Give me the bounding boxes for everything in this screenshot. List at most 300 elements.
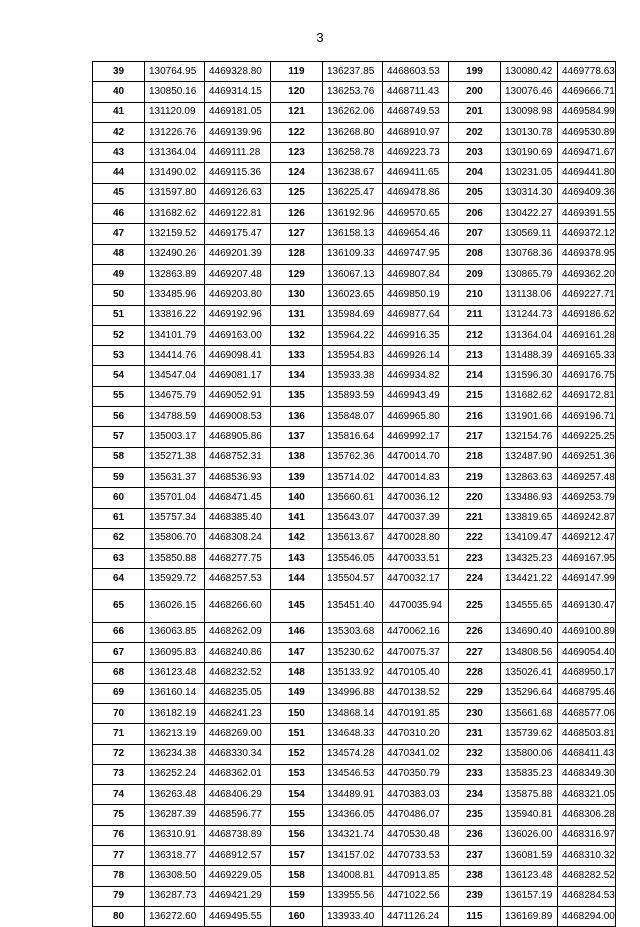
- point-number-cell: 219: [449, 467, 501, 487]
- point-number-cell: 230: [449, 703, 501, 723]
- point-number-cell: 153: [271, 764, 323, 784]
- y-coordinate-cell: 4468910.97: [383, 122, 449, 142]
- x-coordinate-cell: 136023.65: [323, 285, 383, 305]
- table-row: [93, 663, 616, 683]
- point-number-cell: 143: [271, 549, 323, 569]
- point-number-cell: 42: [93, 122, 145, 142]
- y-coordinate-cell: 4469147.99: [558, 569, 616, 589]
- x-coordinate-cell: 135230.62: [323, 643, 383, 663]
- point-number-cell: 144: [271, 569, 323, 589]
- point-number-cell: 156: [271, 825, 323, 845]
- y-coordinate-cell: 4469181.05: [205, 102, 271, 122]
- y-coordinate-cell: 4469100.89: [558, 622, 616, 642]
- y-coordinate-cell: 4470028.80: [383, 528, 449, 548]
- y-coordinate-cell: 4471126.24: [383, 906, 449, 926]
- table-row: [93, 866, 616, 886]
- point-number-cell: 223: [449, 549, 501, 569]
- y-coordinate-cell: 4470486.07: [383, 805, 449, 825]
- y-coordinate-cell: 4469992.17: [383, 427, 449, 447]
- table-row: [93, 163, 616, 183]
- x-coordinate-cell: 130569.11: [501, 224, 558, 244]
- x-coordinate-cell: 131901.66: [501, 407, 558, 427]
- x-coordinate-cell: 136123.48: [501, 866, 558, 886]
- x-coordinate-cell: 132159.52: [145, 224, 205, 244]
- x-coordinate-cell: 135800.06: [501, 744, 558, 764]
- y-coordinate-cell: 4469207.48: [205, 264, 271, 284]
- y-coordinate-cell: 4468240.86: [205, 643, 271, 663]
- table-row: [93, 102, 616, 122]
- point-number-cell: 221: [449, 508, 501, 528]
- x-coordinate-cell: 134546.53: [323, 764, 383, 784]
- x-coordinate-cell: 134808.56: [501, 643, 558, 663]
- y-coordinate-cell: 4469251.36: [558, 447, 616, 467]
- y-coordinate-cell: 4469203.80: [205, 285, 271, 305]
- point-number-cell: 135: [271, 386, 323, 406]
- point-number-cell: 239: [449, 886, 501, 906]
- x-coordinate-cell: 134555.65: [501, 589, 558, 622]
- x-coordinate-cell: 130850.16: [145, 82, 205, 102]
- x-coordinate-cell: 135613.67: [323, 528, 383, 548]
- x-coordinate-cell: 136160.14: [145, 683, 205, 703]
- x-coordinate-cell: 136252.24: [145, 764, 205, 784]
- x-coordinate-cell: 135133.92: [323, 663, 383, 683]
- point-number-cell: 74: [93, 785, 145, 805]
- point-number-cell: 72: [93, 744, 145, 764]
- x-coordinate-cell: 135806.70: [145, 528, 205, 548]
- page-number: 3: [316, 30, 324, 45]
- point-number-cell: 121: [271, 102, 323, 122]
- y-coordinate-cell: 4468235.05: [205, 683, 271, 703]
- point-number-cell: 119: [271, 62, 323, 82]
- y-coordinate-cell: 4468471.45: [205, 488, 271, 508]
- y-coordinate-cell: 4469362.20: [558, 264, 616, 284]
- table-row: [93, 122, 616, 142]
- x-coordinate-cell: 135893.59: [323, 386, 383, 406]
- x-coordinate-cell: 134325.23: [501, 549, 558, 569]
- x-coordinate-cell: 136237.85: [323, 62, 383, 82]
- x-coordinate-cell: 130190.69: [501, 143, 558, 163]
- y-coordinate-cell: 4469391.55: [558, 204, 616, 224]
- point-number-cell: 228: [449, 663, 501, 683]
- point-number-cell: 140: [271, 488, 323, 508]
- x-coordinate-cell: 136095.83: [145, 643, 205, 663]
- x-coordinate-cell: 135929.72: [145, 569, 205, 589]
- y-coordinate-cell: 4469471.67: [558, 143, 616, 163]
- y-coordinate-cell: 4468738.89: [205, 825, 271, 845]
- x-coordinate-cell: 136026.15: [145, 589, 205, 622]
- x-coordinate-cell: 136238.67: [323, 163, 383, 183]
- point-number-cell: 67: [93, 643, 145, 663]
- x-coordinate-cell: 135303.68: [323, 622, 383, 642]
- table-row: [93, 683, 616, 703]
- x-coordinate-cell: 132487.90: [501, 447, 558, 467]
- x-coordinate-cell: 136192.96: [323, 204, 383, 224]
- x-coordinate-cell: 136318.77: [145, 845, 205, 865]
- point-number-cell: 79: [93, 886, 145, 906]
- table-row: [93, 549, 616, 569]
- y-coordinate-cell: 4469478.86: [383, 183, 449, 203]
- point-number-cell: 148: [271, 663, 323, 683]
- y-coordinate-cell: 4469378.95: [558, 244, 616, 264]
- point-number-cell: 128: [271, 244, 323, 264]
- y-coordinate-cell: 4469227.71: [558, 285, 616, 305]
- point-number-cell: 145: [271, 589, 323, 622]
- x-coordinate-cell: 131364.04: [501, 325, 558, 345]
- x-coordinate-cell: 136169.89: [501, 906, 558, 926]
- y-coordinate-cell: 4470035.94: [383, 589, 449, 622]
- x-coordinate-cell: 135701.04: [145, 488, 205, 508]
- table-row: [93, 744, 616, 764]
- x-coordinate-cell: 130314.30: [501, 183, 558, 203]
- point-number-cell: 61: [93, 508, 145, 528]
- point-number-cell: 127: [271, 224, 323, 244]
- point-number-cell: 217: [449, 427, 501, 447]
- y-coordinate-cell: 4468596.77: [205, 805, 271, 825]
- table-row: [93, 62, 616, 82]
- y-coordinate-cell: 4468711.43: [383, 82, 449, 102]
- point-number-cell: 199: [449, 62, 501, 82]
- x-coordinate-cell: 136234.38: [145, 744, 205, 764]
- table-row: [93, 346, 616, 366]
- x-coordinate-cell: 135940.81: [501, 805, 558, 825]
- table-row: [93, 427, 616, 447]
- point-number-cell: 222: [449, 528, 501, 548]
- point-number-cell: 200: [449, 82, 501, 102]
- point-number-cell: 155: [271, 805, 323, 825]
- point-number-cell: 66: [93, 622, 145, 642]
- y-coordinate-cell: 4469253.79: [558, 488, 616, 508]
- point-number-cell: 45: [93, 183, 145, 203]
- x-coordinate-cell: 134996.88: [323, 683, 383, 703]
- point-number-cell: 159: [271, 886, 323, 906]
- point-number-cell: 235: [449, 805, 501, 825]
- point-number-cell: 214: [449, 366, 501, 386]
- y-coordinate-cell: 4468282.52: [558, 866, 616, 886]
- x-coordinate-cell: 135546.05: [323, 549, 383, 569]
- point-number-cell: 43: [93, 143, 145, 163]
- y-coordinate-cell: 4469223.73: [383, 143, 449, 163]
- point-number-cell: 47: [93, 224, 145, 244]
- y-coordinate-cell: 4469372.12: [558, 224, 616, 244]
- y-coordinate-cell: 4469126.63: [205, 183, 271, 203]
- point-number-cell: 48: [93, 244, 145, 264]
- x-coordinate-cell: 134788.59: [145, 407, 205, 427]
- point-number-cell: 210: [449, 285, 501, 305]
- x-coordinate-cell: 130098.98: [501, 102, 558, 122]
- y-coordinate-cell: 4469926.14: [383, 346, 449, 366]
- y-coordinate-cell: 4469934.82: [383, 366, 449, 386]
- y-coordinate-cell: 4469965.80: [383, 407, 449, 427]
- x-coordinate-cell: 134574.28: [323, 744, 383, 764]
- y-coordinate-cell: 4468306.28: [558, 805, 616, 825]
- x-coordinate-cell: 131682.62: [145, 204, 205, 224]
- point-number-cell: 46: [93, 204, 145, 224]
- point-number-cell: 70: [93, 703, 145, 723]
- x-coordinate-cell: 135848.07: [323, 407, 383, 427]
- x-coordinate-cell: 136063.85: [145, 622, 205, 642]
- point-number-cell: 75: [93, 805, 145, 825]
- point-number-cell: 132: [271, 325, 323, 345]
- point-number-cell: 56: [93, 407, 145, 427]
- point-number-cell: 216: [449, 407, 501, 427]
- point-number-cell: 203: [449, 143, 501, 163]
- x-coordinate-cell: 136272.60: [145, 906, 205, 926]
- y-coordinate-cell: 4469747.95: [383, 244, 449, 264]
- x-coordinate-cell: 136310.91: [145, 825, 205, 845]
- point-number-cell: 207: [449, 224, 501, 244]
- y-coordinate-cell: 4468912.57: [205, 845, 271, 865]
- table-row: [93, 906, 616, 926]
- table-row: [93, 643, 616, 663]
- y-coordinate-cell: 4468503.81: [558, 724, 616, 744]
- table-row: [93, 143, 616, 163]
- x-coordinate-cell: 131596.30: [501, 366, 558, 386]
- x-coordinate-cell: 136258.78: [323, 143, 383, 163]
- x-coordinate-cell: 136262.06: [323, 102, 383, 122]
- x-coordinate-cell: 135026.41: [501, 663, 558, 683]
- x-coordinate-cell: 134321.74: [323, 825, 383, 845]
- table-row: [93, 805, 616, 825]
- x-coordinate-cell: 133816.22: [145, 305, 205, 325]
- table-row: [93, 183, 616, 203]
- table-row: [93, 825, 616, 845]
- point-number-cell: 73: [93, 764, 145, 784]
- x-coordinate-cell: 136182.19: [145, 703, 205, 723]
- y-coordinate-cell: 4468257.53: [205, 569, 271, 589]
- x-coordinate-cell: 136263.48: [145, 785, 205, 805]
- y-coordinate-cell: 4469167.95: [558, 549, 616, 569]
- point-number-cell: 64: [93, 569, 145, 589]
- point-number-cell: 152: [271, 744, 323, 764]
- x-coordinate-cell: 134489.91: [323, 785, 383, 805]
- y-coordinate-cell: 4469008.53: [205, 407, 271, 427]
- point-number-cell: 149: [271, 683, 323, 703]
- table-row: [93, 764, 616, 784]
- y-coordinate-cell: 4470341.02: [383, 744, 449, 764]
- point-number-cell: 224: [449, 569, 501, 589]
- y-coordinate-cell: 4468603.53: [383, 62, 449, 82]
- x-coordinate-cell: 136213.19: [145, 724, 205, 744]
- table-row: [93, 703, 616, 723]
- x-coordinate-cell: 135984.69: [323, 305, 383, 325]
- point-number-cell: 237: [449, 845, 501, 865]
- point-number-cell: 120: [271, 82, 323, 102]
- point-number-cell: 71: [93, 724, 145, 744]
- x-coordinate-cell: 134366.05: [323, 805, 383, 825]
- y-coordinate-cell: 4468752.31: [205, 447, 271, 467]
- y-coordinate-cell: 4469943.49: [383, 386, 449, 406]
- table-row: [93, 845, 616, 865]
- y-coordinate-cell: 4469584.99: [558, 102, 616, 122]
- y-coordinate-cell: 4469807.84: [383, 264, 449, 284]
- point-number-cell: 201: [449, 102, 501, 122]
- table-row: [93, 224, 616, 244]
- point-number-cell: 77: [93, 845, 145, 865]
- x-coordinate-cell: 131138.06: [501, 285, 558, 305]
- x-coordinate-cell: 134109.47: [501, 528, 558, 548]
- y-coordinate-cell: 4469192.96: [205, 305, 271, 325]
- point-number-cell: 215: [449, 386, 501, 406]
- y-coordinate-cell: 4469098.41: [205, 346, 271, 366]
- x-coordinate-cell: 135964.22: [323, 325, 383, 345]
- point-number-cell: 208: [449, 244, 501, 264]
- point-number-cell: 68: [93, 663, 145, 683]
- y-coordinate-cell: 4469054.40: [558, 643, 616, 663]
- point-number-cell: 227: [449, 643, 501, 663]
- y-coordinate-cell: 4470032.17: [383, 569, 449, 589]
- x-coordinate-cell: 135933.38: [323, 366, 383, 386]
- point-number-cell: 160: [271, 906, 323, 926]
- x-coordinate-cell: 131597.80: [145, 183, 205, 203]
- point-number-cell: 50: [93, 285, 145, 305]
- y-coordinate-cell: 4469850.19: [383, 285, 449, 305]
- x-coordinate-cell: 135643.07: [323, 508, 383, 528]
- point-number-cell: 80: [93, 906, 145, 926]
- y-coordinate-cell: 4470037.39: [383, 508, 449, 528]
- y-coordinate-cell: 4469411.65: [383, 163, 449, 183]
- y-coordinate-cell: 4469242.87: [558, 508, 616, 528]
- point-number-cell: 49: [93, 264, 145, 284]
- y-coordinate-cell: 4468262.09: [205, 622, 271, 642]
- x-coordinate-cell: 136308.50: [145, 866, 205, 886]
- point-number-cell: 62: [93, 528, 145, 548]
- y-coordinate-cell: 4470350.79: [383, 764, 449, 784]
- y-coordinate-cell: 4469139.96: [205, 122, 271, 142]
- point-number-cell: 53: [93, 346, 145, 366]
- y-coordinate-cell: 4470036.12: [383, 488, 449, 508]
- x-coordinate-cell: 130130.78: [501, 122, 558, 142]
- x-coordinate-cell: 135816.64: [323, 427, 383, 447]
- x-coordinate-cell: 134414.76: [145, 346, 205, 366]
- point-number-cell: 138: [271, 447, 323, 467]
- y-coordinate-cell: 4469176.75: [558, 366, 616, 386]
- x-coordinate-cell: 132863.63: [501, 467, 558, 487]
- x-coordinate-cell: 135271.38: [145, 447, 205, 467]
- y-coordinate-cell: 4468749.53: [383, 102, 449, 122]
- x-coordinate-cell: 135660.61: [323, 488, 383, 508]
- point-number-cell: 211: [449, 305, 501, 325]
- x-coordinate-cell: 136287.39: [145, 805, 205, 825]
- x-coordinate-cell: 131226.76: [145, 122, 205, 142]
- y-coordinate-cell: 4469161.28: [558, 325, 616, 345]
- y-coordinate-cell: 4470062.16: [383, 622, 449, 642]
- y-coordinate-cell: 4469225.25: [558, 427, 616, 447]
- point-number-cell: 131: [271, 305, 323, 325]
- point-number-cell: 233: [449, 764, 501, 784]
- point-number-cell: 63: [93, 549, 145, 569]
- point-number-cell: 139: [271, 467, 323, 487]
- point-number-cell: 123: [271, 143, 323, 163]
- x-coordinate-cell: 136157.19: [501, 886, 558, 906]
- x-coordinate-cell: 131244.73: [501, 305, 558, 325]
- y-coordinate-cell: 4470530.48: [383, 825, 449, 845]
- point-number-cell: 146: [271, 622, 323, 642]
- table-row: [93, 447, 616, 467]
- x-coordinate-cell: 131488.39: [501, 346, 558, 366]
- y-coordinate-cell: 4468362.01: [205, 764, 271, 784]
- x-coordinate-cell: 134648.33: [323, 724, 383, 744]
- point-number-cell: 234: [449, 785, 501, 805]
- y-coordinate-cell: 4469654.46: [383, 224, 449, 244]
- y-coordinate-cell: 4470383.03: [383, 785, 449, 805]
- point-number-cell: 212: [449, 325, 501, 345]
- point-number-cell: 205: [449, 183, 501, 203]
- table-row: [93, 724, 616, 744]
- table-row: [93, 589, 616, 622]
- table-row: [93, 407, 616, 427]
- y-coordinate-cell: 4471022.56: [383, 886, 449, 906]
- y-coordinate-cell: 4469530.89: [558, 122, 616, 142]
- table-row: [93, 528, 616, 548]
- x-coordinate-cell: 134690.40: [501, 622, 558, 642]
- y-coordinate-cell: 4469052.91: [205, 386, 271, 406]
- point-number-cell: 229: [449, 683, 501, 703]
- table-row: [93, 386, 616, 406]
- point-number-cell: 238: [449, 866, 501, 886]
- y-coordinate-cell: 4468232.52: [205, 663, 271, 683]
- point-number-cell: 40: [93, 82, 145, 102]
- x-coordinate-cell: 134868.14: [323, 703, 383, 723]
- point-number-cell: 225: [449, 589, 501, 622]
- y-coordinate-cell: 4469877.64: [383, 305, 449, 325]
- x-coordinate-cell: 131490.02: [145, 163, 205, 183]
- point-number-cell: 52: [93, 325, 145, 345]
- x-coordinate-cell: 133486.93: [501, 488, 558, 508]
- point-number-cell: 133: [271, 346, 323, 366]
- x-coordinate-cell: 130764.95: [145, 62, 205, 82]
- table-row: [93, 569, 616, 589]
- point-number-cell: 130: [271, 285, 323, 305]
- table-row: [93, 325, 616, 345]
- point-number-cell: 76: [93, 825, 145, 845]
- x-coordinate-cell: 133485.96: [145, 285, 205, 305]
- y-coordinate-cell: 4469186.62: [558, 305, 616, 325]
- x-coordinate-cell: 135850.88: [145, 549, 205, 569]
- y-coordinate-cell: 4470105.40: [383, 663, 449, 683]
- point-number-cell: 236: [449, 825, 501, 845]
- y-coordinate-cell: 4469172.81: [558, 386, 616, 406]
- y-coordinate-cell: 4469163.00: [205, 325, 271, 345]
- table-row: [93, 785, 616, 805]
- x-coordinate-cell: 135003.17: [145, 427, 205, 447]
- x-coordinate-cell: 136067.13: [323, 264, 383, 284]
- x-coordinate-cell: 130080.42: [501, 62, 558, 82]
- x-coordinate-cell: 133955.56: [323, 886, 383, 906]
- point-number-cell: 39: [93, 62, 145, 82]
- y-coordinate-cell: 4468795.46: [558, 683, 616, 703]
- y-coordinate-cell: 4469916.35: [383, 325, 449, 345]
- y-coordinate-cell: 4468349.30: [558, 764, 616, 784]
- point-number-cell: 158: [271, 866, 323, 886]
- y-coordinate-cell: 4468269.00: [205, 724, 271, 744]
- y-coordinate-cell: 4469130.47: [558, 589, 616, 622]
- y-coordinate-cell: 4468406.29: [205, 785, 271, 805]
- x-coordinate-cell: 135631.37: [145, 467, 205, 487]
- x-coordinate-cell: 135714.02: [323, 467, 383, 487]
- table-row: [93, 264, 616, 284]
- y-coordinate-cell: 4468266.60: [205, 589, 271, 622]
- y-coordinate-cell: 4469212.47: [558, 528, 616, 548]
- x-coordinate-cell: 136109.33: [323, 244, 383, 264]
- y-coordinate-cell: 4469421.29: [205, 886, 271, 906]
- y-coordinate-cell: 4468411.43: [558, 744, 616, 764]
- y-coordinate-cell: 4470033.51: [383, 549, 449, 569]
- point-number-cell: 122: [271, 122, 323, 142]
- x-coordinate-cell: 136253.76: [323, 82, 383, 102]
- point-number-cell: 231: [449, 724, 501, 744]
- table-row: [93, 508, 616, 528]
- table-row: [93, 467, 616, 487]
